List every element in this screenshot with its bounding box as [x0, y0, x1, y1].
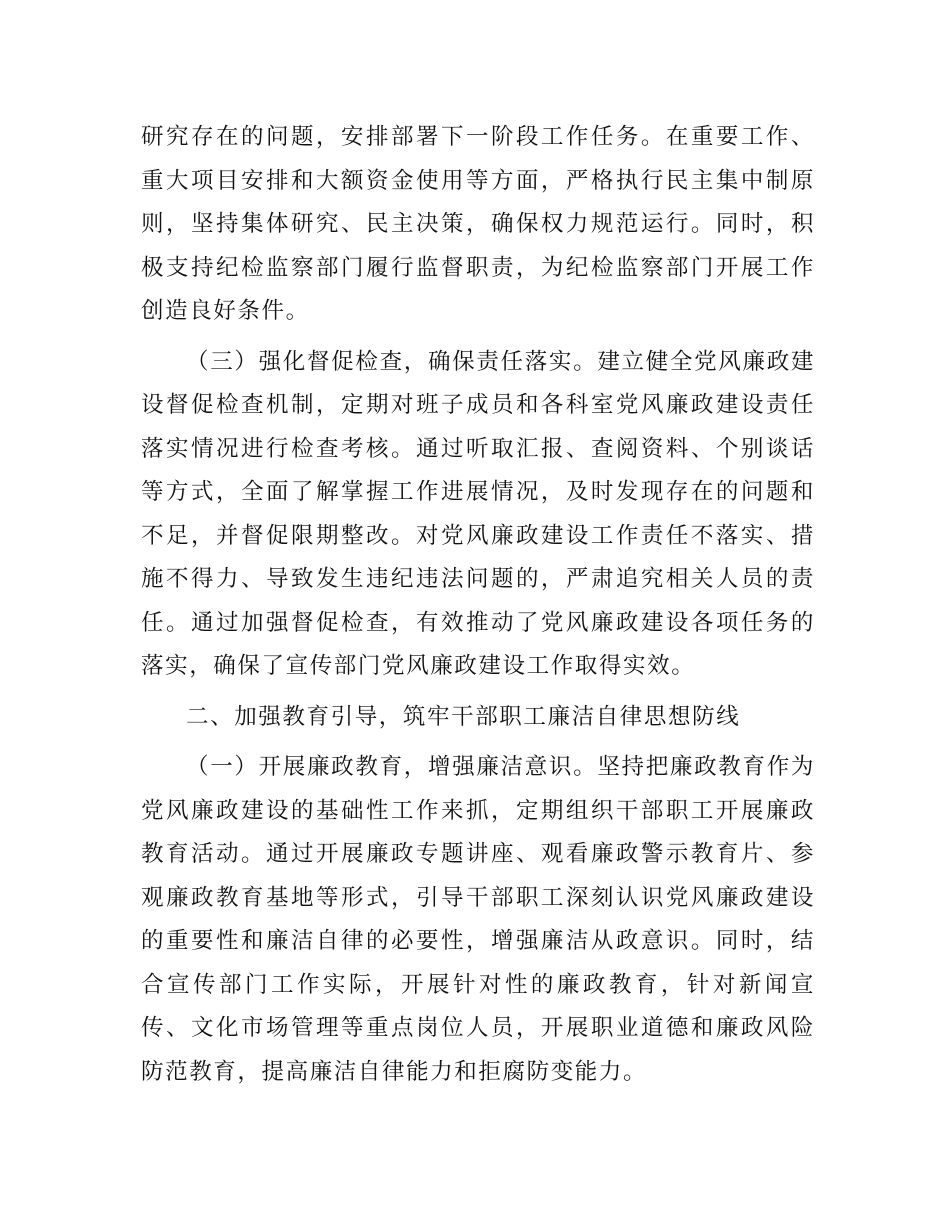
paragraph-continuation: 研究存在的问题，安排部署下一阶段工作任务。在重要工作、重大项目安排和大额资金使用等方面，严格执行民主集中制原则，坚持集体研究、民主决策，确保权力规范运行。同时，积极支持纪检监察部门履行监督职责，为纪检监察部门开展工作创造良好条件。: [141, 124, 815, 324]
paragraph-supervision: （三）强化督促检查，确保责任落实。建立健全党风廉政建设督促检查机制，定期对班子成员和各科室党风廉政建设责任落实情况进行检查考核。通过听取汇报、查阅资料、个别谈话等方式，全面了解掌握工作进展情况，及时发现存在的问题和不足，并督促限期整改。对党风廉政建设工作责任不落实、措施不得力、导致发生违纪违法问题的，严肃追究相关人员的责任。通过加强督促检查，有效推动了党风廉政建设各项任务的落实，确保了宣传部门党风廉政建设工作取得实效。: [141, 348, 815, 679]
document-body: [141, 116, 815, 1101]
paragraph-integrity-education: （一）开展廉政教育，增强廉洁意识。坚持把廉政教育作为党风廉政建设的基础性工作来抓，定期组织干部职工开展廉政教育活动。通过开展廉政专题讲座、观看廉政警示教育片、参观廉政教育基地等形式，引导干部职工深刻认识党风廉政建设的重要性和廉洁自律的必要性，增强廉洁从政意识。同时，结合宣传部门工作实际，开展针对性的廉政教育，针对新闻宣传、文化市场管理等重点岗位人员，开展职业道德和廉政风险防范教育，提高廉洁自律能力和拒腐防变能力。: [141, 754, 815, 1085]
section-heading-two: 二、加强教育引导，筑牢干部职工廉洁自律思想防线: [186, 703, 741, 730]
